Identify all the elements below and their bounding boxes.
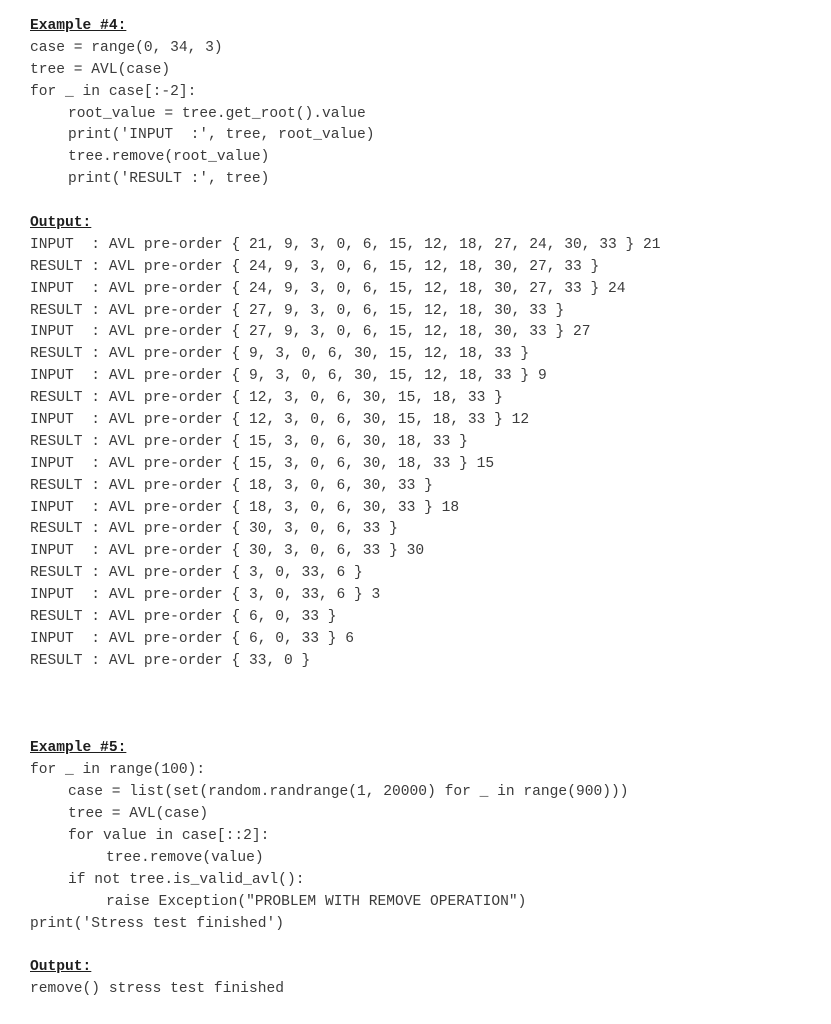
output-line: INPUT : AVL pre-order { 15, 3, 0, 6, 30, 18, 33 } 15 [30,455,495,472]
example-4-heading: Example #4: [30,18,127,34]
output-line: INPUT : AVL pre-order { 9, 3, 0, 6, 30, 15, 12, 18, 33 } 9 [30,368,547,385]
code-line: tree.remove(root_value) [68,149,270,166]
code-line: case = list(set(random.randrange(1, 20000) for _ in range(900))) [68,784,629,801]
example-5-output-heading: Output: [30,959,92,976]
spacer [30,673,821,739]
code-line: if not tree.is_valid_avl(): [68,871,305,888]
code-line: for _ in range(100): [30,762,206,779]
code-line: for value in case[::2]: [68,827,270,844]
example-4-code-block [30,38,821,191]
output-line: INPUT : AVL pre-order { 21, 9, 3, 0, 6, 15, 12, 18, 27, 24, 30, 33 } 21 [30,236,661,253]
code-line: tree = AVL(case) [68,806,209,823]
output-line: INPUT : AVL pre-order { 6, 0, 33 } 6 [30,630,355,647]
output-line: INPUT : AVL pre-order { 18, 3, 0, 6, 30, 33 } 18 [30,499,460,516]
output-line: RESULT : AVL pre-order { 6, 0, 33 } [30,609,337,626]
output-line: RESULT : AVL pre-order { 3, 0, 33, 6 } [30,565,363,582]
code-line: print('INPUT :', tree, root_value) [68,127,375,144]
output-line: INPUT : AVL pre-order { 3, 0, 33, 6 } 3 [30,587,381,604]
output-line: INPUT : AVL pre-order { 24, 9, 3, 0, 6, 15, 12, 18, 30, 27, 33 } 24 [30,280,626,297]
output-line: INPUT : AVL pre-order { 27, 9, 3, 0, 6, 15, 12, 18, 30, 33 } 27 [30,324,591,341]
example-5-section [30,738,821,1001]
output-line: remove() stress test finished [30,981,284,998]
output-line: RESULT : AVL pre-order { 12, 3, 0, 6, 30, 15, 18, 33 } [30,390,503,407]
output-line: RESULT : AVL pre-order { 30, 3, 0, 6, 33 } [30,521,398,538]
code-line: tree.remove(value) [106,849,264,866]
code-line: print('RESULT :', tree) [68,171,270,188]
spacer [30,191,821,213]
output-line: RESULT : AVL pre-order { 27, 9, 3, 0, 6, 15, 12, 18, 30, 33 } [30,302,565,319]
example-4-output-block [30,235,821,673]
output-line: INPUT : AVL pre-order { 12, 3, 0, 6, 30, 15, 18, 33 } 12 [30,412,530,429]
output-line: INPUT : AVL pre-order { 30, 3, 0, 6, 33 } 30 [30,543,425,560]
example-4-section [30,16,821,673]
example-5-code-block [30,760,821,935]
output-line: RESULT : AVL pre-order { 9, 3, 0, 6, 30, 15, 12, 18, 33 } [30,346,530,363]
example-4-output-heading: Output: [30,215,92,232]
code-line: raise Exception("PROBLEM WITH REMOVE OPERATION") [106,893,527,910]
output-line: RESULT : AVL pre-order { 33, 0 } [30,652,311,669]
output-line: RESULT : AVL pre-order { 24, 9, 3, 0, 6, 15, 12, 18, 30, 27, 33 } [30,258,600,275]
example-5-output-block [30,979,821,1001]
output-line: RESULT : AVL pre-order { 15, 3, 0, 6, 30, 18, 33 } [30,433,468,450]
document-page [30,16,821,1001]
spacer [30,935,821,957]
code-line: tree = AVL(case) [30,61,171,78]
code-line: root_value = tree.get_root().value [68,105,366,122]
code-line: case = range(0, 34, 3) [30,39,223,56]
example-5-heading: Example #5: [30,740,127,757]
output-line: RESULT : AVL pre-order { 18, 3, 0, 6, 30, 33 } [30,477,433,494]
code-line: for _ in case[:-2]: [30,83,197,100]
code-line: print('Stress test finished') [30,915,284,932]
